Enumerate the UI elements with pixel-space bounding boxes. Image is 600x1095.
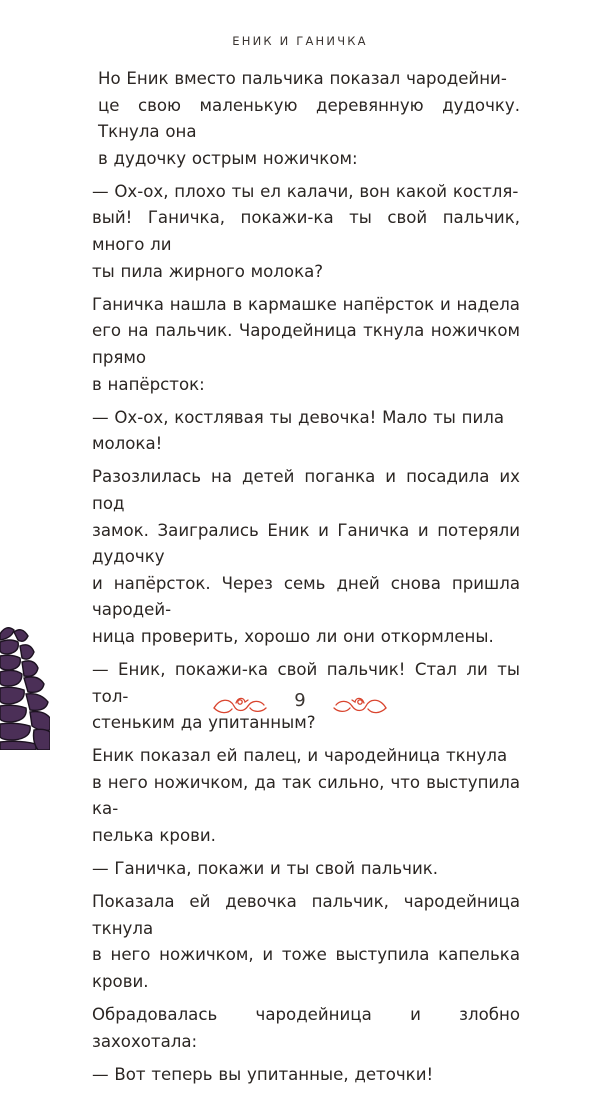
running-title: ЕНИК И ГАНИЧКА xyxy=(232,34,368,48)
paragraph: — Еник, покажи-ка свой пальчик! Стал ли ты тол- стеньким да упитанным? xyxy=(92,659,520,733)
paragraph: Разозлилась на детей поганка и посадила их под замок. Заигрались Еник и Ганичка и потеряли дудочку и напёрсток. Через семь дней снова пришла чародей- ница проверить, хорошо ли они откормлены. xyxy=(92,467,520,646)
stone-wall-illustration xyxy=(0,606,50,750)
paragraph: Показала ей девочка пальчик, чародейница ткнула в него ножичком, и тоже выступила капелька крови. xyxy=(92,892,520,991)
page-footer xyxy=(0,690,600,718)
paragraph: Еник показал ей палец, и чародейница ткнула в него ножичком, да так сильно, что выступила ка- пелька крови. xyxy=(92,746,520,846)
story-text xyxy=(92,66,520,1095)
paragraph: — Ох-ох, плохо ты ел калачи, вон какой костля- вый! Ганичка, покажи-ка ты свой пальчик, много ли ты пила жирного молока? xyxy=(92,181,520,281)
paragraph: Ганичка нашла в кармашке напёрсток и надела его на пальчик. Чародейница ткнула ножичком прямо в напёрсток: xyxy=(92,294,520,394)
paragraph: — Ганичка, покажи и ты свой пальчик. xyxy=(92,859,439,879)
paragraph: — Ох-ох, костлявая ты девочка! Мало ты пила молока! xyxy=(92,407,505,454)
page-number: 9 xyxy=(294,690,306,711)
paragraph: Обрадовалась чародейница и злобно захохотала: xyxy=(92,1005,520,1051)
bird-ornament-icon xyxy=(212,694,268,716)
paragraph: — Вот теперь вы упитанные, деточки! xyxy=(92,1064,434,1084)
bird-ornament-icon xyxy=(332,694,388,716)
paragraph: Но Еник вместо пальчика показал чародейни- це свою маленькую деревянную дудочку. Ткнула она в дудочку острым ножичком: xyxy=(98,69,520,168)
